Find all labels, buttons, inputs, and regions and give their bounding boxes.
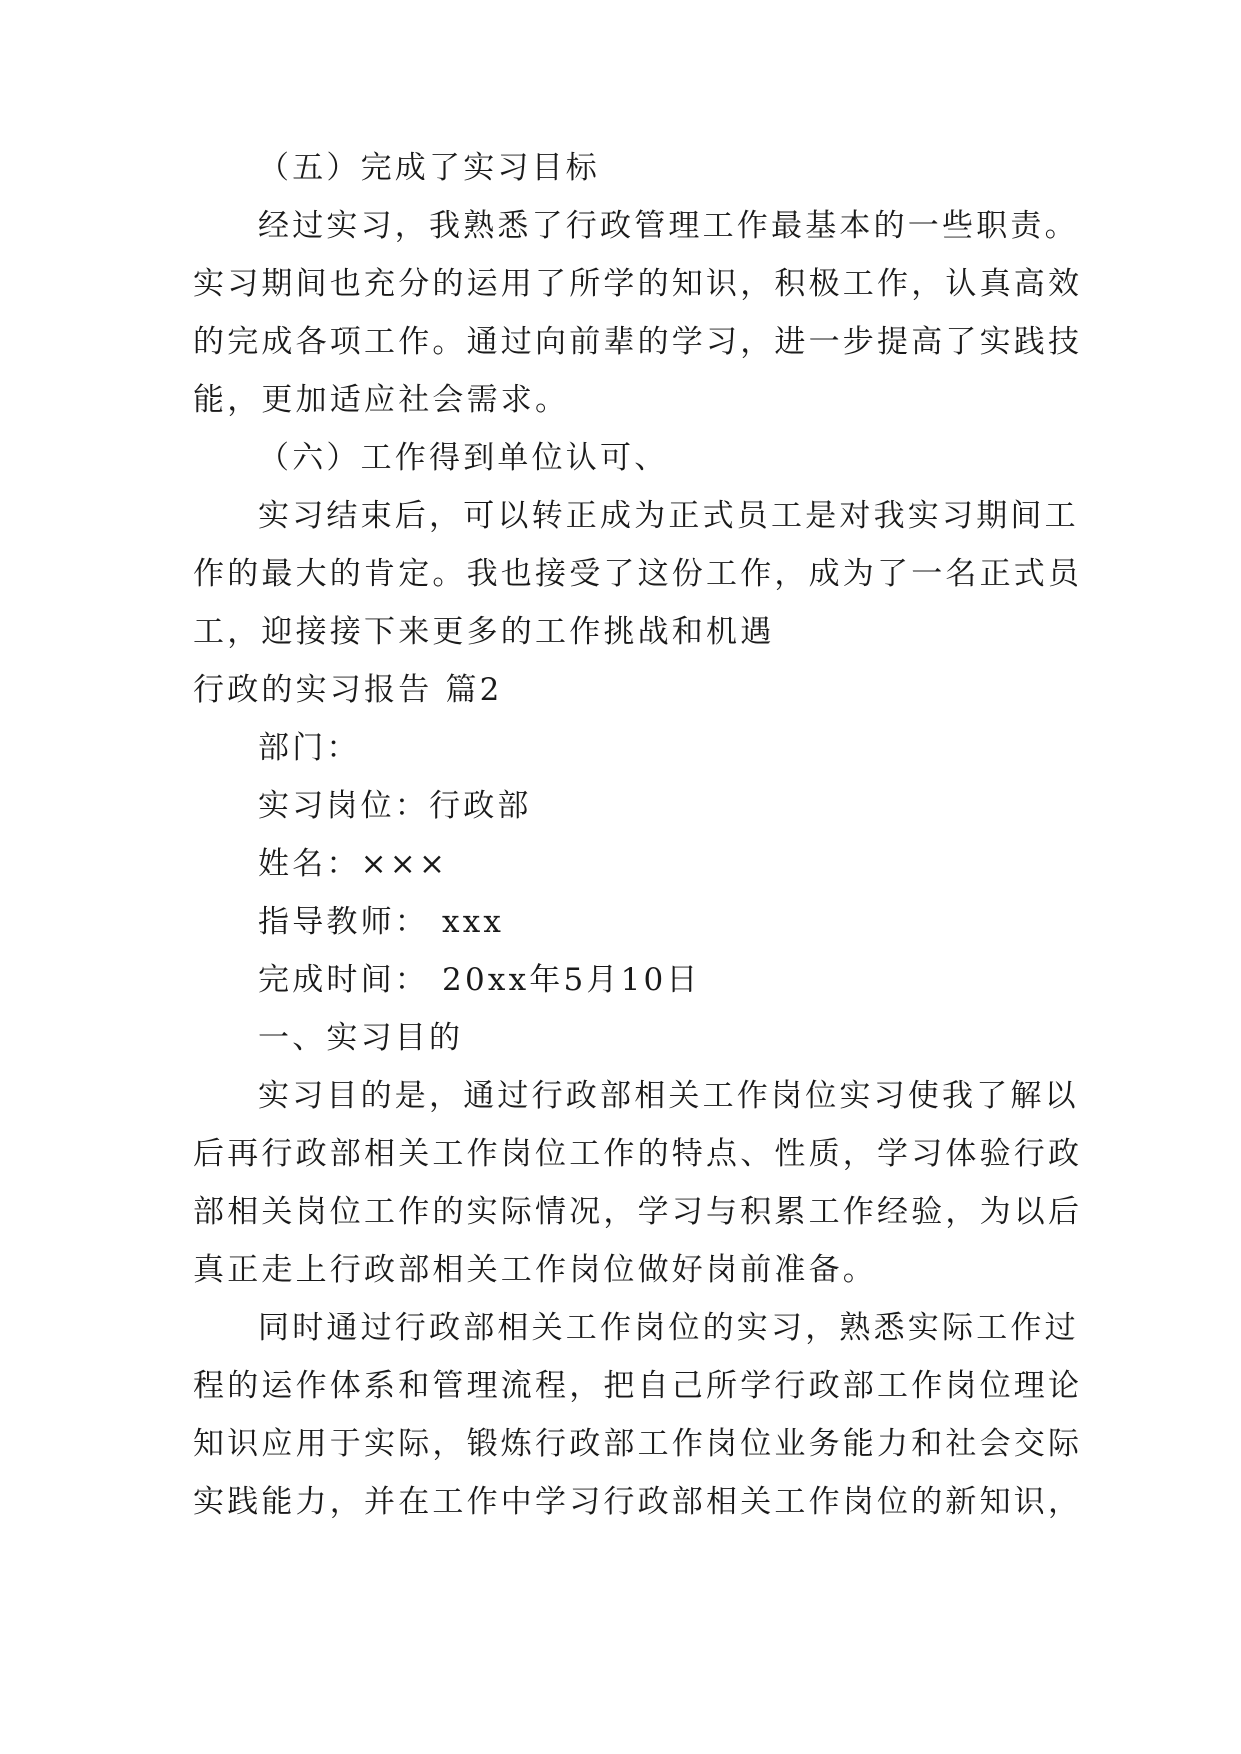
paragraph-line: 实践能力，并在工作中学习行政部相关工作岗位的新知识，: [193, 1484, 1083, 1520]
paragraph-line: 经过实习，我熟悉了行政管理工作最基本的一些职责。: [258, 208, 1079, 244]
field-department: 部门：: [258, 730, 361, 766]
field-name: 姓名：×××: [258, 846, 449, 882]
report-title: 行政的实习报告 篇2: [193, 672, 503, 708]
paragraph-line: 知识应用于实际，锻炼行政部工作岗位业务能力和社会交际: [193, 1426, 1083, 1462]
paragraph-line: 实习结束后，可以转正成为正式员工是对我实习期间工: [258, 498, 1079, 534]
paragraph-line: 程的运作体系和管理流程，把自己所学行政部工作岗位理论: [193, 1368, 1083, 1404]
paragraph-line: 作的最大的肯定。我也接受了这份工作，成为了一名正式员: [193, 556, 1083, 592]
field-completion-date: 完成时间： 20xx年5月10日: [258, 962, 701, 998]
section-heading-6: （六）工作得到单位认可、: [258, 440, 669, 476]
paragraph-line: 实习目的是，通过行政部相关工作岗位实习使我了解以: [258, 1078, 1079, 1114]
paragraph-line: 部相关岗位工作的实际情况，学习与积累工作经验，为以后: [193, 1194, 1083, 1230]
paragraph-line: 同时通过行政部相关工作岗位的实习，熟悉实际工作过: [258, 1310, 1079, 1346]
paragraph-line: 工，迎接接下来更多的工作挑战和机遇: [193, 614, 775, 650]
section-heading-5: （五）完成了实习目标: [258, 150, 600, 186]
paragraph-line: 真正走上行政部相关工作岗位做好岗前准备。: [193, 1252, 877, 1288]
paragraph-line: 的完成各项工作。通过向前辈的学习，进一步提高了实践技: [193, 324, 1083, 360]
paragraph-line: 后再行政部相关工作岗位工作的特点、性质，学习体验行政: [193, 1136, 1083, 1172]
paragraph-line: 实习期间也充分的运用了所学的知识，积极工作，认真高效: [193, 266, 1083, 302]
field-position: 实习岗位：行政部: [258, 788, 532, 824]
field-advisor: 指导教师： xxx: [258, 904, 505, 940]
paragraph-line: 能，更加适应社会需求。: [193, 382, 570, 418]
section-heading-purpose: 一、实习目的: [258, 1020, 464, 1056]
